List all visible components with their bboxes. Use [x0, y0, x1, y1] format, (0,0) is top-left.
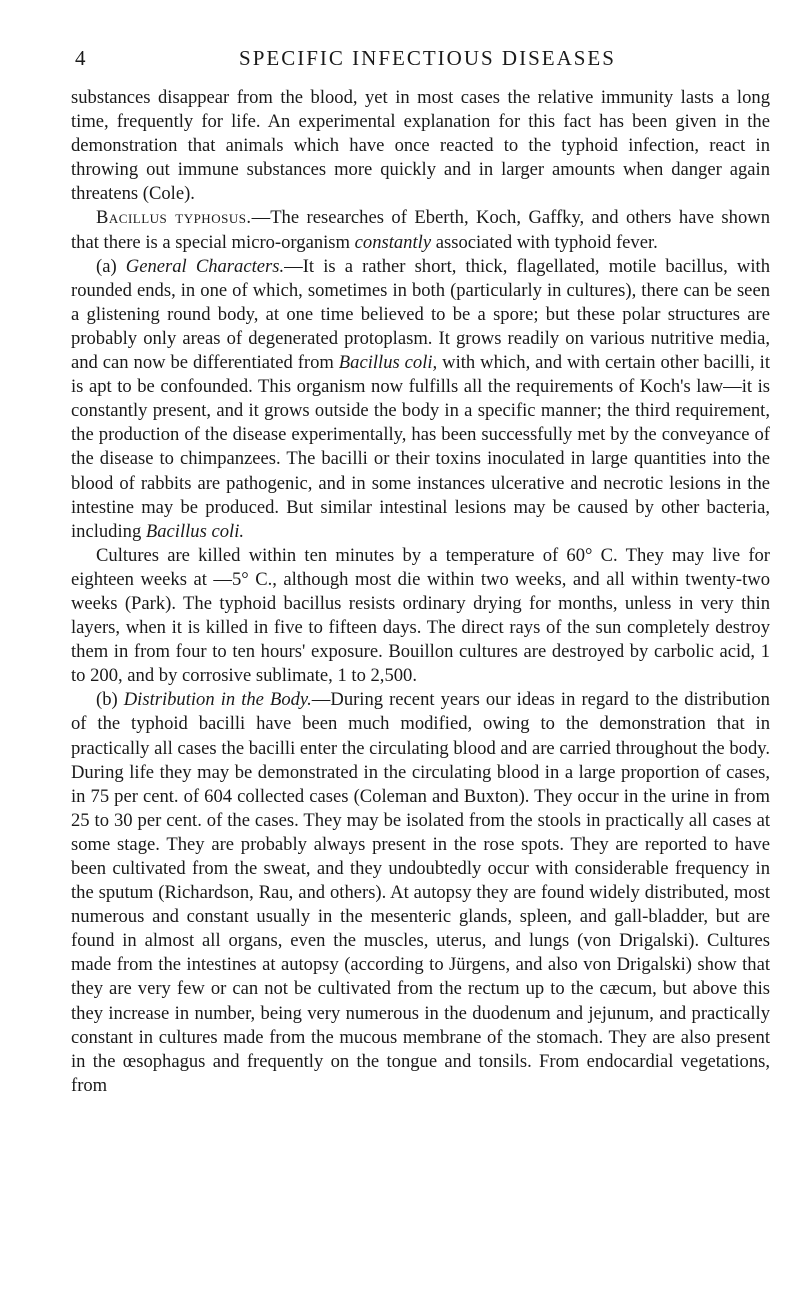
paragraph-text: —During recent years our ideas in regard to the distribution of the typhoid bacilli have been much modified, owing to the demonstration that in practically all cases the bacilli enter the circulating blood and are carried throughout the body. During life they may be demonstrated in the circulating blood in a large proportion of cases, in 75 per cent. of 604 collected cases (Coleman and Buxton). They occur in the urine in from 25 to 30 per cent. of the cases. They may be isolated from the stools in practically all cases at some stage. They are probably always present in the rose spots. They are reported to have been cultivated from the sweat, and they undoubtedly occur with considerable frequency in the sputum (Richardson, Rau, and others). At autopsy they are found widely distributed, most numerous and constant usually in the mesenteric glands, spleen, and gall-bladder, but are found in almost all organs, even the muscles, uterus, and lungs (von Drigalski). Cultures made from the intestines at autopsy (according to Jürgens, and also von Drigalski) show that they are very few or can not be cultivated from the rectum up to the cæcum, but above this they increase in number, being very numerous in the duodenum and jejunum, and practically constant in cultures made from the mucous membrane of the stomach. They are also present in the œsophagus and frequently on the tongue and tonsils. From endocardial vegetations, from	[71, 689, 770, 1096]
subsection-heading-general-characters: General Characters.	[125, 255, 285, 277]
paragraph-cultures: Cultures are killed within ten minutes by a temperature of 60° C. They may live for eighteen weeks at —5° C., although most die within two weeks, and all within twenty-two weeks (Park). The typhoid bacillus resists ordinary drying for months, unless in very thin layers, when it is killed in five to fifteen days. The direct rays of the sun completely destroy them in from four to ten hours' exposure. Bouillon cultures are destroyed by carbolic acid, 1 to 200, and by corrosive sublimate, 1 to 2,500.	[71, 544, 770, 687]
paragraph-bacillus-typhosus	[71, 206, 770, 254]
page-number: 4	[75, 46, 87, 70]
subsection-heading-distribution: Distribution in the Body.	[123, 689, 312, 711]
paragraph-general-characters	[71, 255, 770, 544]
chapter-title: SPECIFIC INFECTIOUS DISEASES	[239, 46, 616, 70]
section-lead-bacillus-typhosus: Bacillus typhosus.	[96, 207, 252, 229]
paragraph-continuation: substances disappear from the blood, yet in most cases the relative immunity lasts a long time, frequently for life. An experimental explanation for this fact has been given in the demonstration that animals which have once reacted to the typhoid infection, react in throwing out immune substances more quickly and in larger amounts when danger again threatens (Cole).	[71, 87, 770, 205]
running-head	[71, 46, 770, 86]
paragraph-text: with which, and with certain other bacilli, it is apt to be confounded. This organism now fulfills all the requirements of Koch's law—it is constantly present, and it grows outside the body in a specific manner; the third requirement, the production of the disease experimentally, has been successfully met by the conveyance of the disease to chimpanzees. The bacilli or their toxins inoculated in large quantities into the blood of rabbits are pathogenic, and in some instances ulcerative and necrotic lesions in the intestine may be produced. But similar intestinal lesions may be caused by other bacteria, including	[71, 352, 770, 542]
emphasis-bacillus-coli: Bacillus coli,	[338, 352, 438, 374]
body-text	[71, 86, 770, 1098]
emphasis-constantly: constantly	[354, 231, 432, 253]
emphasis-bacillus-coli: Bacillus coli.	[145, 520, 245, 542]
paragraph-text: associated with typhoid fever.	[431, 231, 658, 253]
subsection-label-b: (b)	[96, 689, 124, 711]
paragraph-text: —It is a rather short, thick, flagellated, motile bacillus, with rounded ends, in one of which, sometimes in both (particularly in cultures), there can be seen a glistening round body, at one time believed to be a spore; but these polar structures are probably only areas of degenerated protoplasm. It grows readily on various nutritive media, and can now be differentiated from	[71, 255, 770, 374]
paragraph-distribution	[71, 688, 770, 1098]
paragraph-text: —The researches of Eberth, Koch, Gaffky, and others have shown that there is a special micro-organism	[71, 207, 770, 253]
subsection-label-a: (a)	[96, 255, 126, 277]
